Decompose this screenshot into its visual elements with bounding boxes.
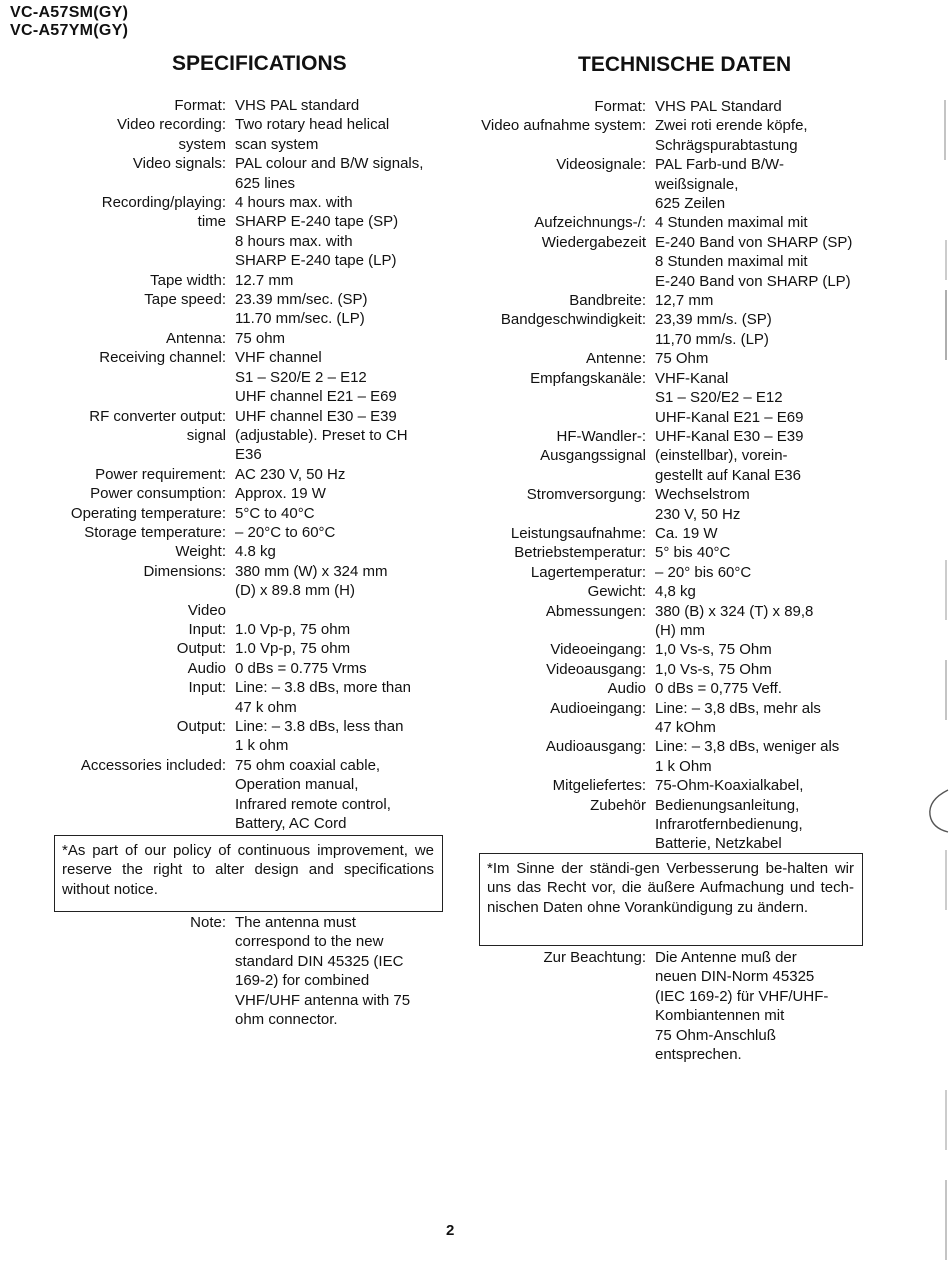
spec-value: 75-Ohm-Koaxialkabel, Bedienungsanleitung, Infrarotfernbedienung, Batterie, Netzkabel <box>655 777 804 853</box>
spec-value: PAL colour and B/W signals, 625 lines <box>235 155 424 192</box>
english-title: SPECIFICATIONS <box>172 52 347 75</box>
spec-label: Aufzeichnungs-/: Wiedergabezeit <box>534 214 646 251</box>
model-number-2: VC-A57YM(GY) <box>10 22 129 39</box>
spec-label: Format: <box>594 98 646 115</box>
spec-value: 0 dBs = 0.775 Vrms <box>235 659 367 677</box>
spec-label: Gewicht: <box>587 583 646 601</box>
spec-label: Power consumption: <box>90 485 226 503</box>
spec-value: – 20° bis 60°C <box>655 563 752 581</box>
spec-label: Videosignale: <box>556 156 646 174</box>
spec-label: Tape width: <box>150 271 226 289</box>
spec-label: Recording/playing: time <box>101 194 226 231</box>
spec-value: Wechselstrom 230 V, 50 Hz <box>655 486 750 523</box>
spec-label: Video recording: system <box>117 116 226 153</box>
spec-label: Accessories included: <box>80 756 226 774</box>
spec-label: Lagertemperatur: <box>530 563 646 581</box>
spec-value: UHF channel E30 – E39 (adjustable). Preset to CH E36 <box>235 407 408 464</box>
spec-label: Bandbreite: <box>569 292 646 310</box>
spec-label: Bandgeschwindigkeit: <box>500 311 646 329</box>
english-note-label: Note: <box>190 914 226 931</box>
spec-value: 75 Ohm <box>655 350 709 368</box>
spec-label: Mitgeliefertes: Zubehör <box>552 777 646 814</box>
spec-value: Approx. 19 W <box>235 485 326 503</box>
spec-value: 1,0 Vs-s, 75 Ohm <box>655 641 772 659</box>
german-title: TECHNISCHE DATEN <box>578 53 792 76</box>
spec-value: 1,0 Vs-s, 75 Ohm <box>655 660 772 678</box>
spec-label: HF-Wandler-: Ausgangssignal <box>540 427 646 465</box>
spec-label: Operating temperature: <box>70 504 226 522</box>
spec-value: 4 hours max. with SHARP E-240 tape (SP) 8 hours max. with SHARP E-240 tape (LP) <box>235 194 399 270</box>
spec-label: Stromversorgung: <box>526 486 646 504</box>
spec-value: 12.7 mm <box>235 271 294 289</box>
spec-label: Dimensions: <box>143 562 226 580</box>
spec-value: VHF-Kanal S1 – S20/E2 – E12 UHF-Kanal E21 – E69 <box>655 369 804 426</box>
spec-value: 1.0 Vp-p, 75 ohm <box>235 620 351 638</box>
spec-label: Input: <box>188 620 226 638</box>
spec-label: Audio <box>187 659 226 677</box>
spec-value: 75 ohm coaxial cable, Operation manual, Infrared remote control, Battery, AC Cord <box>235 756 391 833</box>
spec-value: Ca. 19 W <box>655 524 718 542</box>
spec-value: 4,8 kg <box>655 583 696 601</box>
spec-label: Betriebstemperatur: <box>514 544 646 562</box>
spec-value: 23.39 mm/sec. (SP) 11.70 mm/sec. (LP) <box>235 291 368 328</box>
spec-label: Abmessungen: <box>545 602 646 620</box>
spec-label: Leistungsaufnahme: <box>510 524 646 542</box>
spec-value: VHS PAL standard <box>235 97 360 114</box>
spec-value: Line: – 3.8 dBs, less than 1 k ohm <box>235 718 404 755</box>
spec-label: Storage temperature: <box>84 523 226 541</box>
spec-label: Audio <box>607 680 646 698</box>
spec-value: AC 230 V, 50 Hz <box>235 465 346 483</box>
spec-value: 5°C to 40°C <box>235 504 315 522</box>
german-note-label: Zur Beachtung: <box>543 949 646 966</box>
spec-value: UHF-Kanal E30 – E39 (einstellbar), vorein- gestellt auf Kanal E36 <box>655 427 804 484</box>
spec-label: RF converter output: signal <box>89 407 226 444</box>
spec-value: Line: – 3.8 dBs, more than 47 k ohm <box>235 679 411 716</box>
spec-value: 380 (B) x 324 (T) x 89,8 (H) mm <box>655 602 814 639</box>
spec-value: Two rotary head helical scan system <box>235 116 390 153</box>
spec-value: VHF channel S1 – S20/E 2 – E12 UHF channel E21 – E69 <box>235 349 397 406</box>
spec-value: 380 mm (W) x 324 mm (D) x 89.8 mm (H) <box>235 562 388 600</box>
spec-value: PAL Farb-und B/W- weißsignale, 625 Zeilen <box>655 156 784 213</box>
spec-label: Video signals: <box>132 155 226 173</box>
spec-value: 4.8 kg <box>235 543 276 561</box>
spec-value: 23,39 mm/s. (SP) 11,70 mm/s. (LP) <box>655 311 772 348</box>
english-note-text: The antenna must correspond to the new standard DIN 45325 (IEC 169-2) for combined VHF/UHF antenna with 75 ohm connector. <box>235 914 411 1029</box>
spec-value: – 20°C to 60°C <box>235 523 336 541</box>
spec-label: Antenna: <box>165 329 226 347</box>
spec-label: Format: <box>174 97 226 114</box>
spec-label: Video aufnahme system: <box>481 117 646 135</box>
spec-label: Output: <box>176 718 226 735</box>
spec-value: Line: – 3,8 dBs, mehr als 47 kOhm <box>655 699 821 736</box>
spec-label: Audioeingang: <box>550 699 646 717</box>
spec-value: 5° bis 40°C <box>655 544 731 562</box>
spec-label: Tape speed: <box>144 291 226 309</box>
german-note-text: Die Antenne muß der neuen DIN-Norm 45325 (IEC 169-2) für VHF/UHF- Kombiantennen mit 75 Ohm-Anschluß entsprechen. <box>655 949 829 1064</box>
german-notice-box: *Im Sinne der ständi-gen Verbesserung be-halten wir uns das Recht vor, die äußere Aufmachung und tech-nischen Daten ohne Vorankündigung zu ändern. <box>479 853 863 946</box>
spec-label: Input: <box>188 679 226 697</box>
spec-label: Antenne: <box>585 350 646 368</box>
spec-value: VHS PAL Standard <box>655 98 782 115</box>
english-notice-box: *As part of our policy of continuous improvement, we reserve the right to alter design and specifications without notice. <box>54 835 443 912</box>
spec-value: Zwei roti erende köpfe, Schrägspurabtastung <box>655 117 808 154</box>
page-number: 2 <box>446 1222 455 1239</box>
spec-label: Videoausgang: <box>546 660 646 678</box>
model-number-1: VC-A57SM(GY) <box>10 4 129 21</box>
spec-value: 1.0 Vp-p, 75 ohm <box>235 640 351 658</box>
spec-label: Videoeingang: <box>550 641 646 659</box>
spec-value: 4 Stunden maximal mit E-240 Band von SHARP (SP) 8 Stunden maximal mit E-240 Band von SHARP (LP) <box>655 214 853 290</box>
spec-value: 12,7 mm <box>655 292 714 310</box>
spec-label: Audioausgang: <box>545 738 646 756</box>
spec-value: 0 dBs = 0,775 Veff. <box>655 680 782 698</box>
spec-label: Receiving channel: <box>99 349 226 367</box>
spec-value: Line: – 3,8 dBs, weniger als 1 k Ohm <box>655 738 840 775</box>
spec-value: 75 ohm <box>235 329 286 347</box>
spec-label: Video <box>187 601 226 619</box>
spec-label: Weight: <box>175 543 226 561</box>
spec-label: Power requirement: <box>95 465 226 483</box>
spec-label: Empfangskanäle: <box>530 369 646 387</box>
spec-label: Output: <box>176 640 226 658</box>
